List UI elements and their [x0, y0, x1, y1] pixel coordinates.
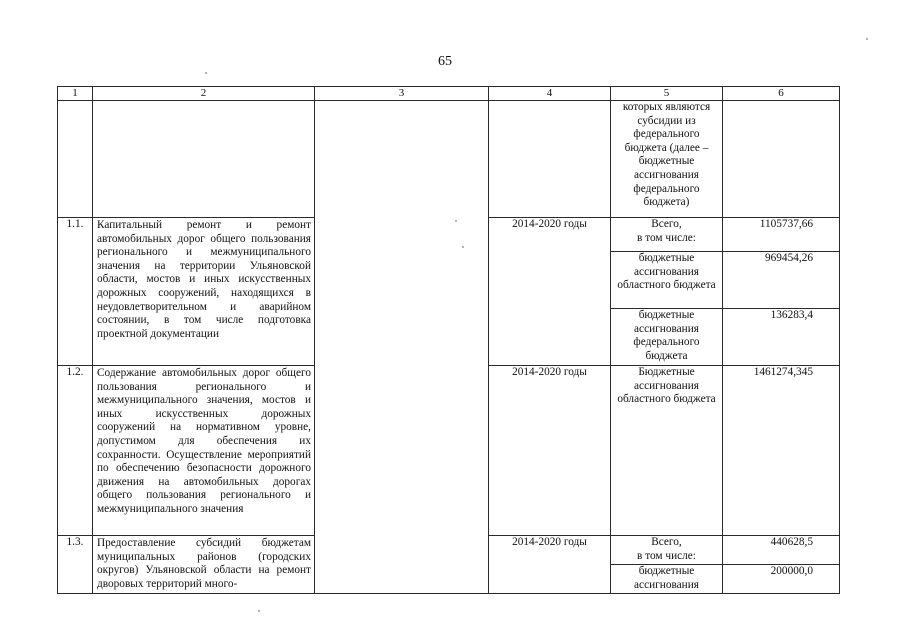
- row-number-cell: 1.3.: [58, 536, 93, 594]
- program-table: [57, 86, 840, 594]
- period-cell: 2014-2020 годы: [489, 218, 611, 366]
- amount-cell: 969454,26: [723, 252, 840, 309]
- row-number-cell: 1.2.: [58, 366, 93, 536]
- funding-source-cell: бюджетные ассигнования федерального бюджета: [611, 309, 723, 366]
- scan-speck: [205, 72, 207, 74]
- column-number: 1: [58, 87, 93, 101]
- amount-cell: 440628,5: [723, 536, 840, 565]
- funding-source-cell: Всего, в том числе:: [611, 218, 723, 252]
- funding-source-cell: которых являются субсидии из федерального бюджета (далее – бюджетные ассигнования федерального бюджета): [611, 101, 723, 218]
- funding-source-cell: бюджетные ассигнования: [611, 565, 723, 594]
- funding-source-cell: Всего, в том числе:: [611, 536, 723, 565]
- page-number: 65: [438, 54, 452, 69]
- amount-cell: 136283,4: [723, 309, 840, 366]
- row-number-cell: 1.1.: [58, 218, 93, 366]
- column-number: 3: [315, 87, 489, 101]
- amount-cell: [723, 101, 840, 218]
- amount-cell: 200000,0: [723, 565, 840, 594]
- measure-name-cell: Капитальный ремонт и ремонт автомобильных дорог общего пользования регионального и межмуниципального значения на территории Ульяновской области, мостов и иных искусственных дорожных сооружений, находящихся в неудовлетворительном и аварийном состоянии, в том числе подготовка проектной документации: [93, 218, 315, 366]
- column-number-row: [58, 87, 840, 101]
- column-number: 2: [93, 87, 315, 101]
- column-number: 6: [723, 87, 840, 101]
- column-number: 4: [489, 87, 611, 101]
- row-number-cell: [58, 101, 93, 218]
- period-cell: 2014-2020 годы: [489, 366, 611, 536]
- column-number: 5: [611, 87, 723, 101]
- amount-cell: 1461274,345: [723, 366, 840, 536]
- scan-speck: [866, 38, 868, 40]
- scan-speck: [462, 246, 464, 248]
- period-cell: [489, 101, 611, 218]
- measure-name-cell: Содержание автомобильных дорог общего пользования регионального и межмуниципального значения, мостов и иных искусственных дорожных сооружений на нормативном уровне, допустимом для обеспечения их сохранности. Осуществление мероприятий по обеспечению безопасности дорожного движения на автомобильных дорогах общего пользования регионального и межмуниципального значения: [93, 366, 315, 536]
- scan-speck: [258, 610, 260, 612]
- measure-name-cell: Предоставление субсидий бюджетам муниципальных районов (городских округов) Ульяновской области на ремонт дворовых территорий много-: [93, 536, 315, 594]
- funding-source-cell: бюджетные ассигнования областного бюджета: [611, 252, 723, 309]
- period-cell: 2014-2020 годы: [489, 536, 611, 594]
- measure-name-cell: [93, 101, 315, 218]
- executor-cell: [315, 101, 489, 594]
- amount-cell: 1105737,66: [723, 218, 840, 252]
- continuation-row: [58, 101, 840, 218]
- scan-speck: [455, 220, 457, 222]
- funding-source-cell: Бюджетные ассигнования областного бюджета: [611, 366, 723, 536]
